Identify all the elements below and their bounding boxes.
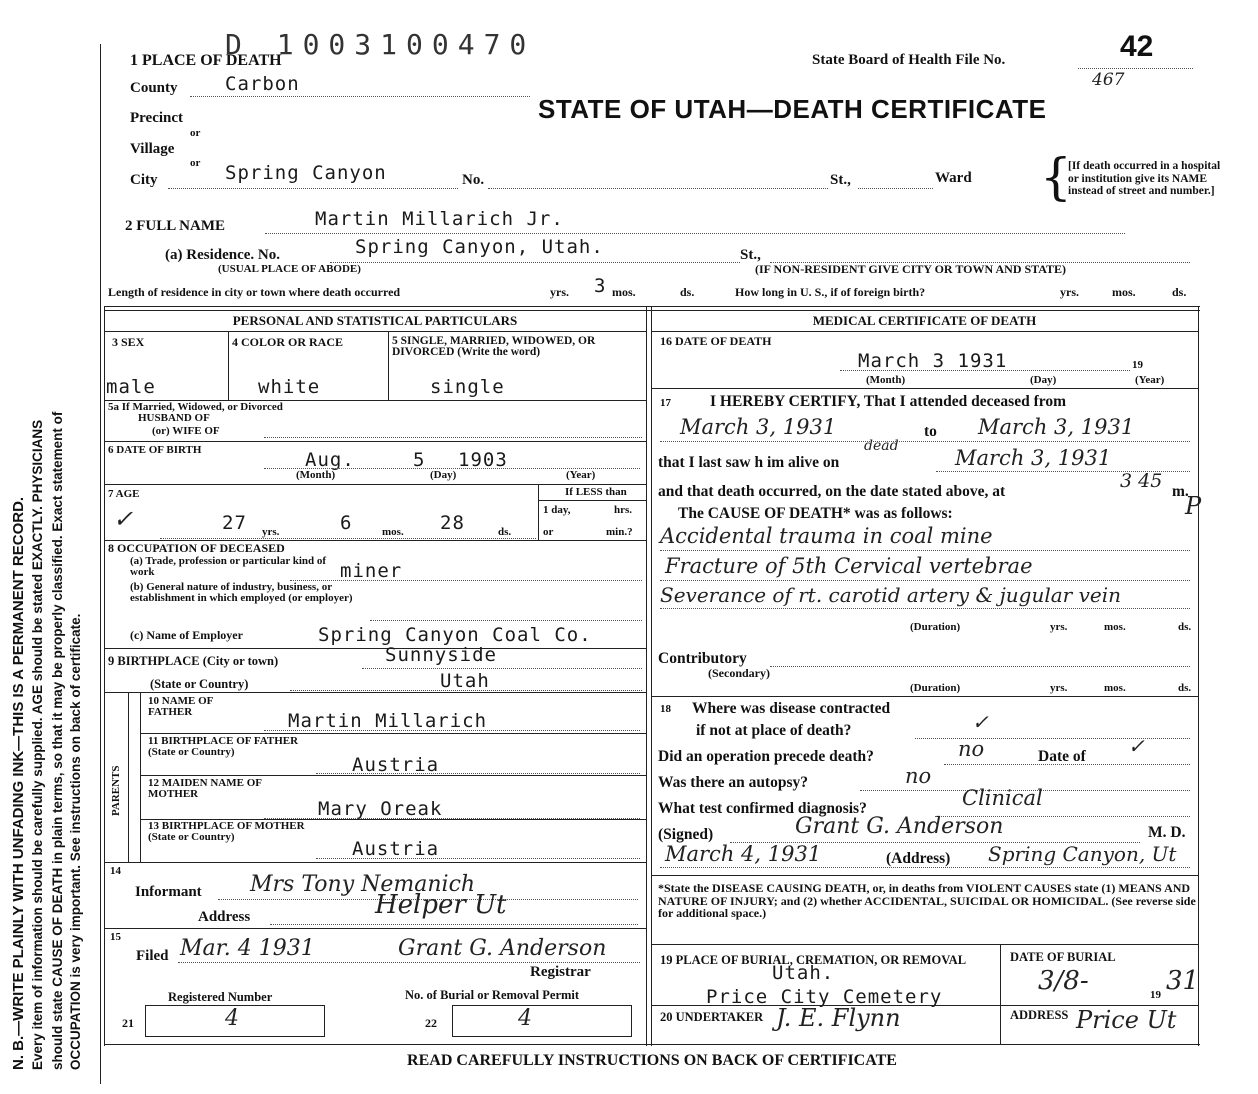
pm-mark: P — [1185, 492, 1202, 520]
dob-month-caption: (Month) — [296, 469, 336, 481]
county-label: County — [130, 80, 178, 96]
less-than-label: If LESS than — [565, 486, 627, 498]
city-label: City — [130, 172, 158, 188]
burial-place-label: 19 PLACE OF BURIAL, CREMATION, OR REMOVAL — [660, 953, 967, 967]
color-label: 4 COLOR OR RACE — [232, 335, 344, 349]
sex-value: male — [106, 376, 156, 398]
filed-number: 15 — [110, 931, 121, 943]
hrs-label: hrs. — [614, 504, 633, 516]
age-mos-label: mos. — [382, 526, 404, 538]
how-long-mos: mos. — [1112, 285, 1136, 299]
burial-year: 31 — [1166, 966, 1200, 996]
day-caption: (Day) — [1030, 374, 1057, 386]
spouse-label-1: 5a If Married, Widowed, or Divorced — [108, 401, 283, 413]
father-birthplace: Austria — [352, 754, 440, 776]
birthplace-state-label: (State or Country) — [150, 677, 249, 691]
test-label: What test confirmed diagnosis? — [658, 800, 867, 817]
occurred-label: and that death occurred, on the date stated above, at — [658, 483, 1006, 500]
occupation-b-label: (b) General nature of industry, business, or establishment in which employed (or employer) — [130, 581, 353, 604]
length-residence-label: Length of residence in city or town where death occurred — [108, 285, 401, 299]
spouse-label-2: HUSBAND OF — [138, 412, 210, 424]
age-days: 28 — [440, 512, 465, 534]
color-value: white — [258, 376, 321, 398]
duration-ds-1: ds. — [1178, 621, 1192, 633]
duration-mos-1: mos. — [1104, 621, 1126, 633]
undertaker-signature: J. E. Flynn — [776, 1004, 901, 1032]
city-value: Spring Canyon — [225, 162, 387, 184]
q18-line-1: Where was disease contracted — [692, 700, 891, 717]
age-label: 7 AGE — [108, 488, 140, 500]
date-of-death: March 3 1931 — [858, 350, 1008, 372]
certificate-title: STATE OF UTAH—DEATH CERTIFICATE — [538, 94, 1047, 124]
operation-value: no — [958, 737, 985, 761]
burial-permit-number: 4 — [518, 1006, 532, 1031]
registered-number-label: Registered Number — [168, 990, 273, 1004]
or-min-label: or — [543, 526, 554, 538]
contributory-label: Contributory — [658, 650, 747, 667]
undertaker-address: Price Ut — [1076, 1006, 1177, 1034]
filed-date: Mar. 4 1931 — [180, 936, 315, 961]
spouse-label-3: (or) WIFE OF — [152, 425, 220, 437]
occupation-value: miner — [340, 560, 403, 582]
length-ds: ds. — [680, 285, 695, 299]
min-label: min.? — [606, 526, 633, 538]
parents-label: PARENTS — [110, 765, 122, 816]
undertaker-label: 20 UNDERTAKER — [660, 1010, 764, 1024]
burial-place-cemetery: Price City Cemetery — [706, 986, 943, 1008]
mother-name-label: 12 MAIDEN NAME OF MOTHER — [148, 777, 262, 800]
undertaker-address-label: ADDRESS — [1010, 1008, 1069, 1022]
residence-st-label: St., — [740, 247, 761, 263]
margin-instruction-4: OCCUPATION is very important. See instructions on back of certificate. — [68, 613, 83, 1070]
age-yrs-label: yrs. — [262, 526, 280, 538]
mother-name: Mary Oreak — [318, 798, 443, 820]
age-ds-label: ds. — [498, 526, 512, 538]
dob-day-caption: (Day) — [430, 469, 457, 481]
burial-permit-box — [452, 1005, 632, 1037]
year-caption: (Year) — [1135, 374, 1165, 386]
file-no-value: 467 — [1092, 70, 1125, 90]
last-saw-date: March 3, 1931 — [955, 446, 1112, 470]
burial-date: 3/8- — [1038, 966, 1089, 996]
brace-icon: { — [1040, 148, 1072, 206]
length-mos: mos. — [612, 285, 636, 299]
cause-label: The CAUSE OF DEATH* was as follows: — [678, 505, 953, 522]
secondary-label: (Secondary) — [708, 666, 770, 680]
burial-date-label: DATE OF BURIAL — [1010, 950, 1116, 964]
birthplace-city: Sunnyside — [385, 644, 497, 666]
birthplace-label: 9 BIRTHPLACE (City or town) — [108, 654, 279, 668]
dob-year-caption: (Year) — [566, 469, 596, 481]
personal-header: PERSONAL AND STATISTICAL PARTICULARS — [232, 313, 518, 328]
informant-number: 14 — [110, 865, 121, 877]
precinct-label: Precinct — [130, 110, 184, 126]
m-label: m. — [1172, 483, 1189, 500]
reg-22-label: 22 — [425, 1016, 437, 1030]
burial-place-state: Utah. — [772, 962, 835, 984]
certify-number: 17 — [660, 397, 671, 409]
q18-check: ✓ — [972, 710, 989, 734]
cause-line-2: Fracture of 5th Cervical vertebrae — [665, 554, 1033, 578]
ward-label: Ward — [935, 170, 972, 186]
occupation-a-label: (a) Trade, profession or particular kind of work — [130, 555, 327, 578]
filed-label: Filed — [136, 948, 169, 964]
cause-footnote: *State the DISEASE CAUSING DEATH, or, in deaths from VIOLENT CAUSES state (1) MEANS AND NATURE OF INJURY; and (2) whether ACCIDENTAL, SUICIDAL OR HOMICIDAL. (See reverse side for additional space.) — [658, 881, 1196, 920]
informant-address: Helper Ut — [375, 890, 507, 920]
attended-from: March 3, 1931 — [680, 415, 837, 439]
test-value: Clinical — [962, 786, 1043, 810]
attended-to: March 3, 1931 — [978, 415, 1135, 439]
duration-yrs-2: yrs. — [1050, 682, 1068, 694]
margin-rule — [100, 44, 101, 1084]
signed-date: March 4, 1931 — [665, 842, 822, 866]
q18-number: 18 — [660, 703, 671, 715]
margin-instruction-3: should state CAUSE OF DEATH in plain terms, so that it may be properly classified. Exact statement of — [50, 411, 65, 1070]
occupation-label: 8 OCCUPATION OF DECEASED — [108, 541, 285, 555]
footer-instructions: READ CAREFULLY INSTRUCTIONS ON BACK OF CERTIFICATE — [407, 1052, 897, 1069]
or-label-1: or — [190, 127, 201, 139]
date-suffix: 19 — [1132, 359, 1143, 371]
registered-number: 4 — [225, 1006, 239, 1031]
marital-value: single — [430, 376, 505, 398]
full-name-label: 2 FULL NAME — [125, 218, 226, 234]
duration-yrs-1: yrs. — [1050, 621, 1068, 633]
physician-address: Spring Canyon, Ut — [988, 842, 1177, 866]
full-name-value: Martin Millarich Jr. — [315, 208, 564, 230]
file-no-label: State Board of Health File No. — [812, 52, 1006, 68]
or-label-2: or — [190, 157, 201, 169]
operation-date-check: ✓ — [1128, 734, 1145, 758]
to-label: to — [924, 423, 937, 440]
birthplace-state: Utah — [440, 670, 490, 692]
burial-year-prefix: 19 — [1150, 989, 1161, 1001]
burial-permit-label: No. of Burial or Removal Permit — [405, 988, 580, 1002]
place-of-death-label: 1 PLACE OF DEATH — [130, 52, 282, 69]
page-number: 42 — [1120, 30, 1154, 63]
duration-mos-2: mos. — [1104, 682, 1126, 694]
mother-birthplace: Austria — [352, 838, 440, 860]
dob-month: Aug. — [305, 449, 355, 471]
medical-header: MEDICAL CERTIFICATE OF DEATH — [812, 313, 1037, 328]
registrar-label: Registrar — [530, 964, 591, 980]
usual-place-label: (USUAL PLACE OF ABODE) — [218, 263, 361, 275]
sex-label: 3 SEX — [112, 335, 145, 349]
length-yrs: yrs. — [550, 285, 569, 299]
city-no-label: No. — [462, 172, 485, 188]
signed-label: (Signed) — [658, 826, 714, 843]
residence-value: Spring Canyon, Utah. — [355, 236, 604, 258]
q18-line-2: if not at place of death? — [696, 722, 852, 739]
last-saw-insert: dead — [864, 438, 899, 454]
autopsy-label: Was there an autopsy? — [658, 774, 808, 791]
informant-label: Informant — [135, 884, 202, 900]
age-months: 6 — [340, 512, 353, 534]
father-name: Martin Millarich — [288, 710, 488, 732]
physician-signature: Grant G. Anderson — [795, 814, 1004, 839]
margin-instruction-1: N. B.—WRITE PLAINLY WITH UNFADING INK—THIS IS A PERMANENT RECORD. — [10, 496, 27, 1070]
marital-label: 5 SINGLE, MARRIED, WIDOWED, OR DIVORCED (Write the word) — [392, 335, 596, 358]
time-of-death: 3 45 — [1120, 470, 1163, 492]
nonresident-label: (IF NON-RESIDENT GIVE CITY OR TOWN AND STATE) — [755, 262, 1067, 276]
dob-label: 6 DATE OF BIRTH — [108, 444, 202, 456]
mother-birthplace-label: 13 BIRTHPLACE OF MOTHER (State or Country) — [148, 820, 305, 843]
margin-instruction-2: Every item of information should be carefully supplied. AGE should be stated EXACTLY. PHYSICIANS — [30, 419, 45, 1070]
reg-21-label: 21 — [122, 1016, 134, 1030]
county-value: Carbon — [225, 73, 300, 95]
informant-value: Mrs Tony Nemanich — [250, 872, 476, 897]
month-caption: (Month) — [866, 374, 906, 386]
address-label: (Address) — [886, 850, 951, 867]
age-check-icon: ✓ — [113, 505, 134, 533]
dob-day: 5 — [413, 449, 426, 471]
residence-label: (a) Residence. No. — [165, 247, 280, 263]
father-birthplace-label: 11 BIRTHPLACE OF FATHER (State or Country) — [148, 735, 299, 758]
duration-label-1: (Duration) — [910, 621, 961, 633]
cause-line-3: Severance of rt. carotid artery & jugular vein — [660, 583, 1122, 607]
document-number: D 1003100470 — [225, 28, 536, 61]
informant-address-label: Address — [198, 909, 251, 925]
cause-line-1: Accidental trauma in coal mine — [660, 524, 993, 548]
autopsy-value: no — [905, 764, 932, 788]
how-long-yrs: yrs. — [1060, 285, 1079, 299]
length-months-value: 3 — [594, 275, 607, 297]
father-name-label: 10 NAME OF FATHER — [148, 695, 213, 718]
operation-date-label: Date of — [1038, 748, 1086, 765]
registrar-signature: Grant G. Anderson — [398, 936, 607, 961]
how-long-label: How long in U. S., if of foreign birth? — [735, 285, 926, 299]
city-st-label: St., — [830, 172, 851, 188]
certify-text: I HEREBY CERTIFY, That I attended deceased from — [710, 393, 1066, 410]
date-of-death-label: 16 DATE OF DEATH — [660, 334, 772, 348]
last-saw-label: that I last saw h im alive on — [658, 454, 840, 471]
hospital-note: [If death occurred in a hospital or institution give its NAME instead of street and number.] — [1068, 160, 1221, 197]
employer-value: Spring Canyon Coal Co. — [318, 624, 592, 646]
one-day-label: 1 day, — [543, 504, 571, 516]
md-label: M. D. — [1148, 824, 1186, 841]
how-long-ds: ds. — [1172, 285, 1187, 299]
age-years: 27 — [222, 512, 247, 534]
operation-label: Did an operation precede death? — [658, 748, 874, 765]
dob-year: 1903 — [458, 449, 508, 471]
employer-label: (c) Name of Employer — [130, 628, 243, 642]
duration-label-2: (Duration) — [910, 682, 961, 694]
village-label: Village — [130, 141, 175, 157]
duration-ds-2: ds. — [1178, 682, 1192, 694]
